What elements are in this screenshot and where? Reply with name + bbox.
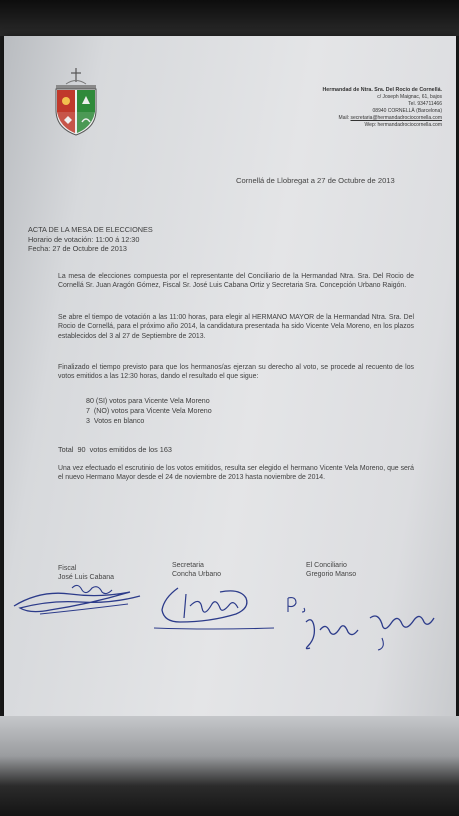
fiscal-role: Fiscal — [58, 565, 77, 572]
signature-conciliario — [306, 561, 356, 579]
org-name: Hermandad de Ntra. Sra. Del Rocío de Cornellá. — [322, 87, 442, 93]
date-line: Cornellá de Llobregat a 27 de Octubre de 2013 — [236, 176, 395, 185]
result-no: 7 (NO) votos para Vicente Vela Moreno — [86, 406, 212, 415]
act-title: ACTA DE LA MESA DE ELECCIONES — [28, 225, 153, 234]
mail-label: Mail: — [338, 115, 350, 121]
total-votes: Total 90 votos emitidos de los 163 — [58, 445, 172, 454]
result-yes: 80 (SI) votos para Vicente Vela Moreno — [86, 397, 210, 405]
result-blank: 3 Votos en blanco — [86, 416, 145, 425]
paragraph-composition: La mesa de elecciones compuesta por el representante del Conciliario de la Hermandad Ntra. Sra. Del Rocio de Cornellá Sr. Juan Aragón Gómez, Fiscal Sr. José Luis Cabana Ortiz y Secretaria Sra. Concepción Urbano Raigón. — [58, 273, 414, 290]
results-list — [86, 397, 212, 426]
web-line: Wep: hermandadrociocornella.com — [364, 122, 442, 128]
act-date: Fecha: 27 de Octubre de 2013 — [28, 244, 127, 253]
conciliario-name: Gregorio Manso — [306, 571, 357, 578]
letterhead — [282, 87, 442, 129]
mail-link[interactable]: secretaria@hermandadrociocornella.com — [350, 115, 442, 121]
crest-logo — [52, 68, 100, 136]
city-line: 08940 CORNELLÀ (Barcelona) — [372, 108, 442, 114]
handwritten-signature-secretaria — [150, 578, 280, 634]
conciliario-role: El Conciliario — [306, 562, 347, 569]
act-header — [28, 225, 153, 254]
phone-line: Tel. 934711466 — [408, 101, 442, 107]
paragraph-result: Una vez efectuado el escrutinio de los votos emitidos, resulta ser elegido el hermano Vicente Vela Moreno, que será el nuevo Hermano Mayor desde el 24 de noviembre de 2013 hasta noviembre de 2014. — [58, 465, 414, 482]
fiscal-name: José Luis Cabana — [58, 574, 115, 581]
signature-secretaria — [172, 561, 221, 579]
address-line: c/ Joseph Maignac, 61, bajos — [377, 94, 442, 100]
background-top — [0, 0, 459, 36]
handwritten-signature-fiscal — [10, 580, 150, 620]
background-bottom — [0, 716, 459, 816]
mail-line — [282, 115, 442, 122]
paragraph-count: Finalizado el tiempo previsto para que los hermanos/as ejerzan su derecho al voto, se procede al recuento de los votos emitidos a las 12:30 horas, dando el resultado el que sigue: — [58, 364, 414, 381]
act-schedule: Horario de votación: 11:00 á 12:30 — [28, 234, 140, 244]
paragraph-opening: Se abre el tiempo de votación a las 11:00 horas, para elegir al HERMANO MAYOR de la Hermandad Ntra. Sra. Del Rocio de Cornellá, para el próximo año 2014, la candidatura presentada ha sido Vicente Vela Moreno, en los plazos establecidos del 3 al 27 de Septiembre de 2013. — [58, 314, 414, 340]
secretaria-role: Secretaria — [172, 562, 204, 569]
secretaria-name: Concha Urbano — [172, 571, 222, 578]
handwritten-signature-conciliario — [282, 592, 442, 654]
